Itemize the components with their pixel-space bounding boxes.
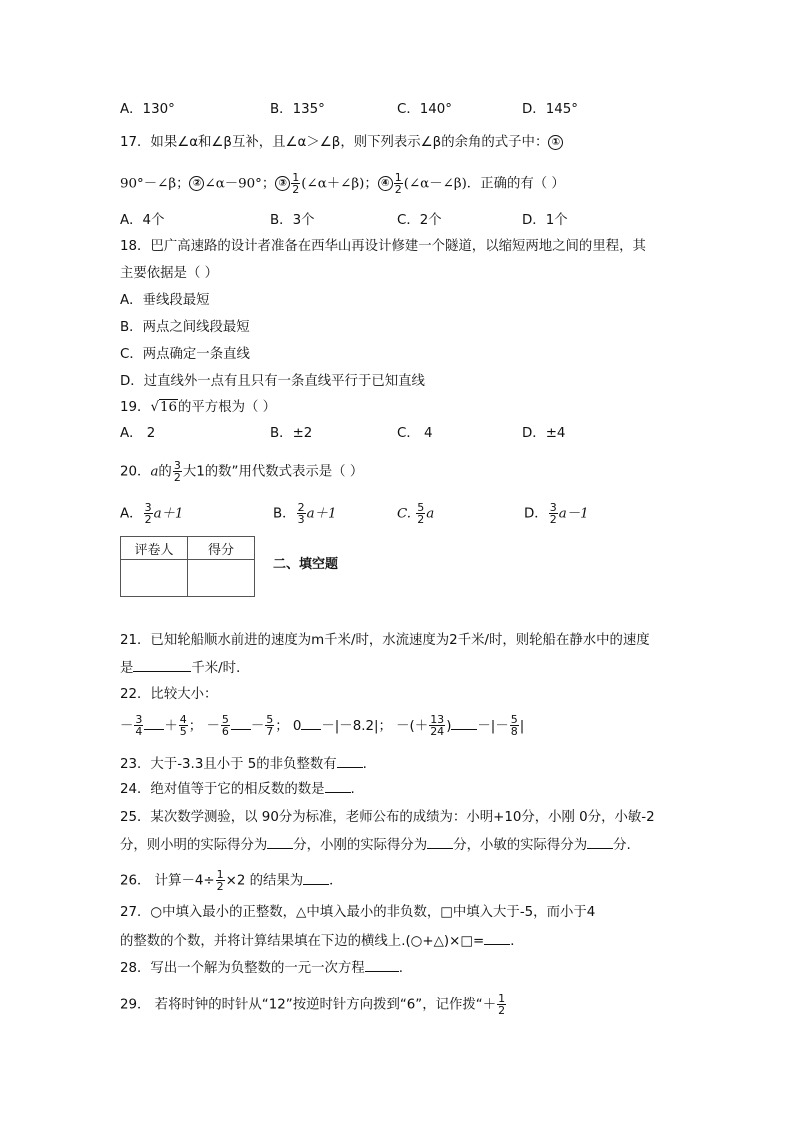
q20-mid1: 的	[158, 464, 172, 480]
q25-blank-xiaomin[interactable]	[587, 835, 613, 849]
q19-suffix: 的平方根为（ ）	[178, 400, 277, 415]
q22-blank-2[interactable]	[231, 716, 251, 730]
q19-stem	[120, 398, 276, 418]
q17-circled-3: ③	[275, 176, 290, 191]
q17-half-fraction-2: $\frac{1}{2}$	[394, 171, 402, 196]
q21-stem-line1: 21．已知轮船顺水前进的速度为m千米/时，水流速度为2千米/时，则轮船在静水中的速度	[120, 633, 650, 648]
q16-options	[120, 100, 680, 120]
q28-stem: 28．写出一个解为负整数的一元一次方程 .	[120, 958, 403, 979]
q17-circled-4: ④	[378, 176, 393, 191]
q17-option-a: A．4个	[120, 213, 165, 228]
q17-circled-1: ①	[548, 135, 563, 150]
q20-stem	[120, 460, 363, 483]
q18-stem-line2: 主要依据是（ ）	[120, 266, 218, 281]
q19-radicand: 16	[159, 400, 178, 415]
q25-stem-line1: 25．某次数学测验，以 90分为标准，老师公布的成绩为：小明+10分，小刚 0分，小敏-2	[120, 810, 655, 825]
q29-fraction: $\frac{1}{2}$	[498, 992, 506, 1017]
q25-blank-xiaogang[interactable]	[427, 835, 453, 849]
q17-stem	[120, 133, 563, 153]
q22-blank-3[interactable]	[301, 716, 321, 730]
q17-expr-4: (∠α－∠β)．正确的有（ ）	[403, 176, 565, 192]
q22-title: 22．比较大小：	[120, 687, 218, 702]
q25-blank-xiaoming[interactable]	[267, 835, 293, 849]
q25-stem-line2: 分，则小明的实际得分为 分，小刚的实际得分为 分，小敏的实际得分为 分.	[120, 835, 631, 856]
q20-option-a: A． $\frac{3}{2}$ a＋1	[120, 501, 184, 526]
q20-fraction: $\frac{3}{2}$	[173, 459, 181, 484]
q17-option-c: C．2个	[397, 213, 442, 228]
q23-answer-blank[interactable]	[337, 754, 363, 768]
q20-var: a	[150, 464, 159, 480]
q18-option-d: D．过直线外一点有且只有一条直线平行于已知直线	[120, 374, 425, 389]
q16-option-d: D．145°	[522, 102, 578, 117]
q21-stem-line2: 是 千米/时．	[120, 658, 249, 679]
q17-expr-2: ∠α－90°；	[204, 176, 276, 192]
q20-mid2: 大1的数”用代数式表示是（ ）	[182, 464, 364, 480]
q26-answer-blank[interactable]	[303, 871, 329, 885]
section-title: 二、填空题	[273, 557, 339, 572]
q19-option-a: A． 2	[120, 426, 156, 441]
q22-pair-2: － $\frac{5}{6}$ － $\frac{5}{7}$ ；	[206, 713, 289, 738]
q19-sqrt: √16	[150, 400, 178, 415]
q17-option-b: B．3个	[270, 213, 315, 228]
q20-prefix: 20．	[120, 464, 151, 480]
q17-half-fraction: $\frac{1}{2}$	[292, 171, 300, 196]
q16-option-a: A．130°	[120, 102, 175, 117]
q21-answer-blank[interactable]	[133, 658, 191, 672]
q26-fraction: $\frac{1}{2}$	[216, 868, 224, 893]
q19-options	[120, 424, 680, 444]
q26-stem: 26． 计算－4÷ $\frac{1}{2}$ ×2 的结果为 ．	[120, 868, 343, 893]
q18-option-c: C．两点确定一条直线	[120, 347, 250, 362]
score-table-score-header: 得分	[188, 537, 255, 560]
score-table	[120, 536, 255, 597]
q29-stem: 29． 若将时钟的时针从“12”按逆时针方向拨到“6”，记作拨“＋ $\frac{1}{2}$	[120, 992, 506, 1017]
q17-lead: 17．如果∠α和∠β互补，且∠α＞∠β，则下列表示∠β的余角的式子中：	[120, 135, 549, 150]
q16-option-b: B．135°	[270, 102, 325, 117]
q28-answer-blank[interactable]	[365, 958, 399, 972]
q22-comparisons	[120, 714, 524, 737]
q19-prefix: 19．	[120, 400, 151, 415]
q24-answer-blank[interactable]	[325, 779, 351, 793]
q22-pair-3: 0 －|－8.2|；	[293, 719, 392, 734]
q18-stem-line1: 18．巴广高速路的设计者准备在西华山再设计修建一个隧道，以缩短两地之间的里程，其	[120, 239, 646, 254]
q27-answer-blank[interactable]	[484, 931, 510, 945]
q17-expressions	[120, 172, 565, 195]
q20-option-b: B． $\frac{2}{3}$ a＋1	[273, 501, 337, 526]
q22-pair-1: － $\frac{3}{4}$ ＋ $\frac{4}{5}$ ；	[120, 713, 203, 738]
score-table-grader-cell[interactable]	[121, 560, 188, 597]
q17-options	[120, 211, 680, 231]
q22-blank-4[interactable]	[451, 716, 477, 730]
q18-option-a: A．垂线段最短	[120, 293, 210, 308]
q24-stem: 24．绝对值等于它的相反数的数是 .	[120, 779, 355, 800]
q27-stem-line2: 的整数的个数，并将计算结果填在下边的横线上.(○+△)×□= ．	[120, 931, 524, 952]
q27-stem-line1: 27．○中填入最小的正整数，△中填入最小的非负数，□中填入大于-5，而小于4	[120, 905, 596, 920]
score-table-grader-header: 评卷人	[121, 537, 188, 560]
q19-option-c: C． 4	[397, 426, 433, 441]
q18-option-b: B．两点之间线段最短	[120, 320, 250, 335]
q23-stem: 23．大于-3.3且小于 5的非负整数有 .	[120, 754, 367, 775]
q16-option-c: C．140°	[397, 102, 452, 117]
q17-option-d: D．1个	[522, 213, 568, 228]
q17-expr-3: (∠α＋∠β)；	[301, 176, 378, 192]
q20-option-c: C. $\frac{5}{2}$ a	[397, 501, 435, 526]
score-table-score-cell[interactable]	[188, 560, 255, 597]
q17-expr-1: 90°－∠β；	[120, 176, 190, 192]
q17-circled-2: ②	[189, 176, 204, 191]
q19-option-d: D．±4	[522, 426, 566, 441]
q20-option-d: D． $\frac{3}{2}$ a－1	[524, 501, 589, 526]
q19-option-b: B．±2	[270, 426, 313, 441]
q22-blank-1[interactable]	[144, 716, 164, 730]
q20-options	[120, 501, 680, 526]
q22-pair-4: －(＋ $\frac{13}{24}$ ) －|－ $\frac{5}{8}$ |	[396, 713, 525, 738]
